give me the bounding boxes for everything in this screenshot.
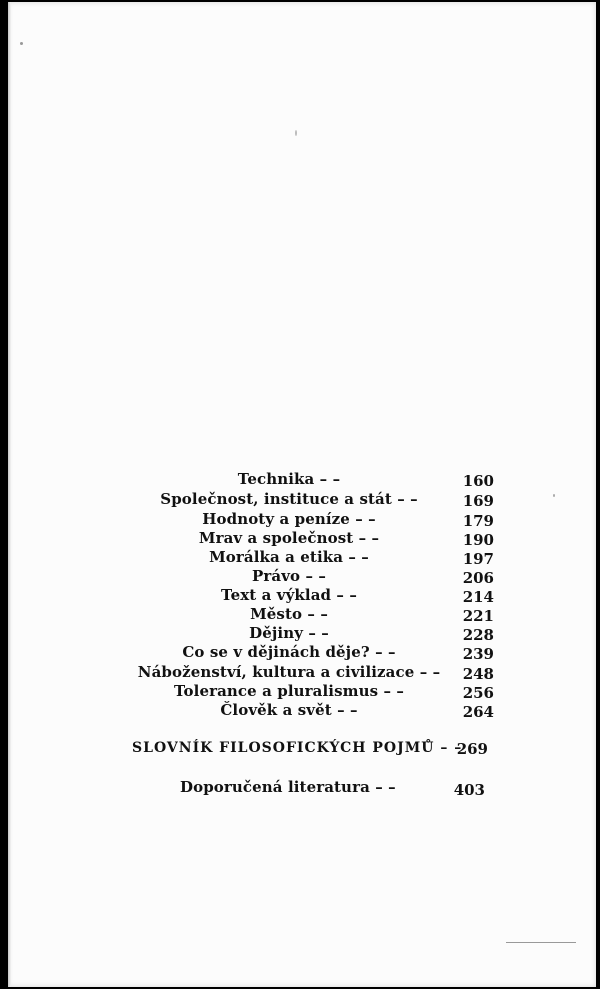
toc-entry-page: 239 [462,645,494,663]
toc-entry-title: Právo – – [252,567,326,585]
toc-entry-title: Co se v dějinách děje? – – [182,643,396,661]
toc-entry-title: Technika – – [237,470,341,488]
toc-entry-page: 160 [462,472,494,490]
toc-entry-page: 190 [462,531,494,549]
book-page [8,2,596,987]
toc-entry-title: Hodnoty a peníze – – [202,510,376,528]
toc-entry-page: 248 [462,665,494,683]
scan-line [506,942,576,943]
literature-title: Doporučená literatura – – [180,778,396,796]
toc-entry-page: 169 [462,492,494,510]
page-edge [8,2,11,987]
toc-entry-page: 179 [462,512,494,530]
toc-entry-page: 197 [462,550,494,568]
scan-speck [553,494,555,497]
toc-entry-page: 214 [462,588,494,606]
toc-entry-page: 264 [462,703,494,721]
toc-entry-title: Náboženství, kultura a civilizace – – [137,663,441,681]
scan-speck [295,130,297,136]
toc-entry-title: Text a výklad – – [221,586,357,604]
toc-entry-page: 228 [462,626,494,644]
toc-entry-title: Morálka a etika – – [209,548,369,566]
toc-entry-page: 206 [462,569,494,587]
scan-speck [20,42,23,45]
toc-entry-title: Člověk a svět – – [220,701,358,719]
toc-entry-title: Mrav a společnost – – [198,529,380,547]
literature-page: 403 [453,781,485,799]
toc-entry-title: Společnost, instituce a stát – – [160,490,418,508]
dictionary-title: SLOVNÍK FILOSOFICKÝCH POJMŮ – – [132,740,463,756]
toc-entry-title: Tolerance a pluralismus – – [174,682,404,700]
toc-entry-page: 256 [462,684,494,702]
toc-entry-title: Město – – [250,605,328,623]
toc-entry-title: Dějiny – – [249,624,329,642]
dictionary-page: 269 [456,740,488,758]
toc-entry-page: 221 [462,607,494,625]
